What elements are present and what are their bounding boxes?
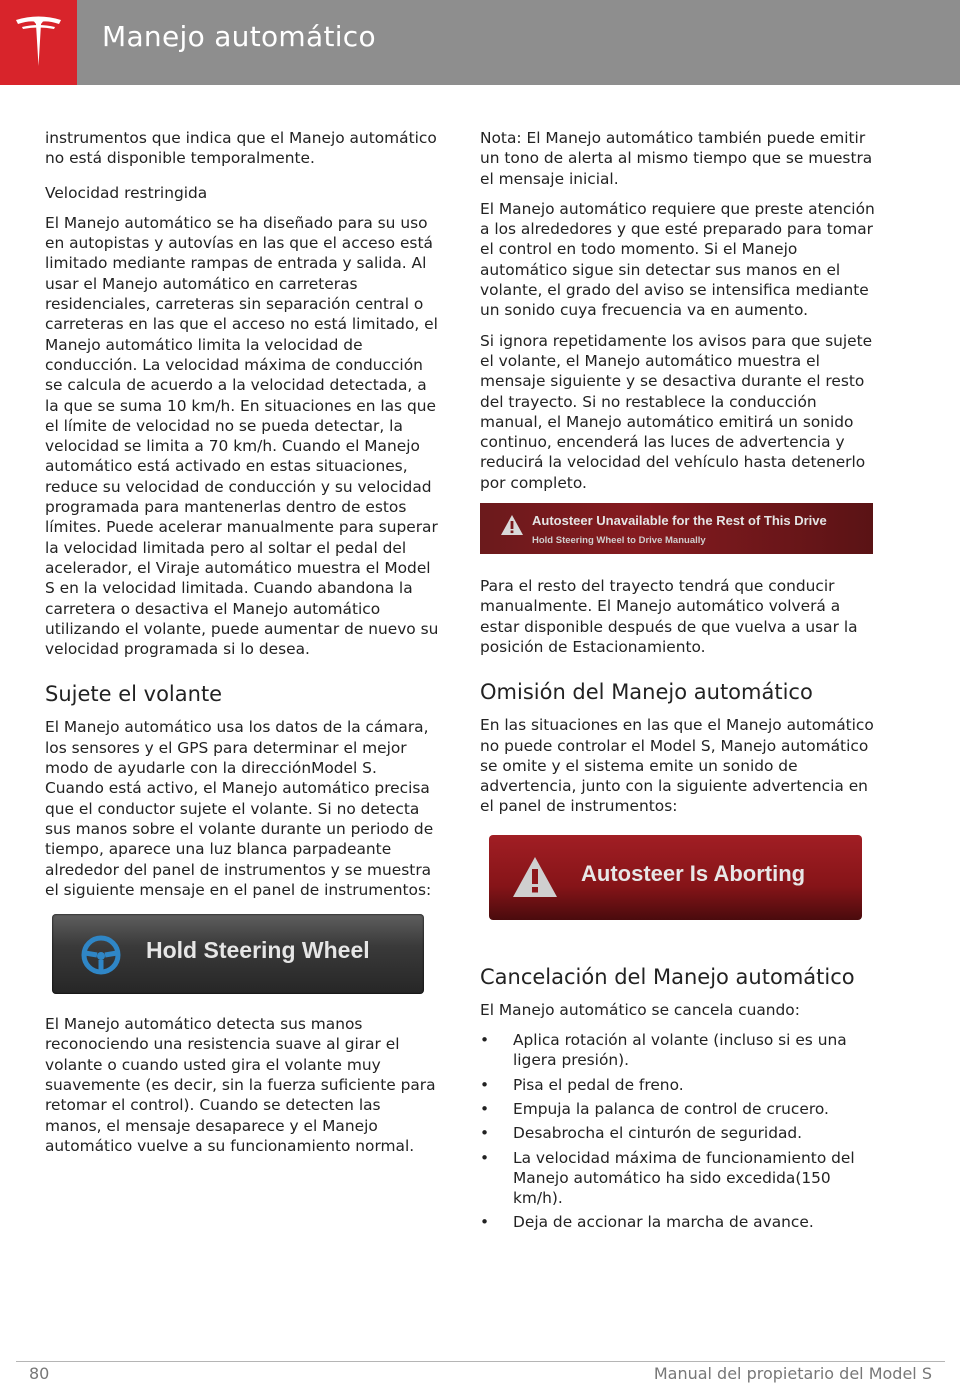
manual-title: Manual del propietario del Model S — [653, 1364, 932, 1383]
cancel-conditions-list — [480, 1030, 875, 1233]
footer-divider — [16, 1361, 945, 1362]
banner-subtitle: Hold Steering Wheel to Drive Manually — [532, 535, 706, 547]
list-item: • Empuja la palanca de control de crucero. — [480, 1099, 875, 1119]
note-paragraph: Nota: El Manejo automático también puede emitir un tono de alerta al mismo tiempo que se muestra el mensaje inicial. — [480, 129, 873, 188]
tesla-t-icon — [14, 14, 63, 71]
paragraph: En las situaciones en las que el Manejo automático no puede controlar el Model S, Manejo automático se omite y el sistema emite un sonido de advertencia, junto con la siguiente advertencia en el panel de instrumentos: — [480, 716, 874, 816]
section-title: Manejo automático — [102, 20, 376, 53]
heading-cancelacion: Cancelación del Manejo automático — [480, 964, 855, 989]
list-item: • La velocidad máxima de funcionamiento del Manejo automático ha sido excedida(150 km/h). — [480, 1148, 875, 1209]
subheading-velocidad: Velocidad restringida — [45, 183, 208, 202]
paragraph: Para el resto del trayecto tendrá que conducir manualmente. El Manejo automático volverá a estar disponible después de que vuelva a usar la posición de Estacionamiento. — [480, 577, 858, 656]
left-column — [45, 128, 440, 1166]
paragraph: instrumentos que indica que el Manejo automático no está disponible temporalmente. — [45, 129, 437, 168]
steering-wheel-icon — [80, 934, 122, 976]
list-item: • Desabrocha el cinturón de seguridad. — [480, 1123, 875, 1143]
tesla-logo — [0, 0, 77, 85]
paragraph: El Manejo automático requiere que preste atención a los alrededores y que esté preparado para tomar el control en todo momento. Si el Manejo automático sigue sin detectar sus manos en el volante, el grado del aviso se intensifica mediante un sonido cuya frecuencia va en aumento. — [480, 199, 875, 320]
list-item: • Pisa el pedal de freno. — [480, 1075, 875, 1095]
paragraph: El Manejo automático se ha diseñado para su uso en autopistas y autovías en las que el acceso está limitado mediante rampas de entrada y salida. Al usar el Manejo automático en carreteras residenciales, carreteras sin separación central o carreteras en las que el acceso no está limitado, el Manejo automático limita la velocidad de conducción. La velocidad máxima de conducción se calcula de acuerdo a la velocidad detectada, a la que se suma 10 km/h. En situaciones en las que el límite de velocidad no se pueda detectar, la velocidad se limita a 70 km/h. Cuando el Manejo automático está activado en estas situaciones, reduce su velocidad de conducción y su velocidad programada para mantenerlas dentro de estos límites. Puede acelerar manualmente para superar la velocidad limitada pero al soltar el pedal del acelerador, el Viraje automático muestra el Model S en la velocidad limitada. Cuando abandona la carretera o desactiva el Manejo automático utilizando el volante, puede aumentar de nuevo su velocidad programada si lo desea. — [45, 213, 439, 659]
warning-icon — [511, 855, 559, 899]
page-header — [0, 0, 960, 85]
heading-sujete-volante: Sujete el volante — [45, 682, 223, 707]
banner-title: Autosteer Unavailable for the Rest of This Drive — [532, 513, 827, 529]
paragraph: El Manejo automático usa los datos de la cámara, los sensores y el GPS para determinar el mejor modo de ayudarle con la direcciónModel S. Cuando está activo, el Manejo automático precisa que el conductor sujete el volante. Si no detecta sus manos sobre el volante durante un periodo de tiempo, aparece una luz blanca parpadeante alrededor del panel de instrumentos y se muestra el siguiente mensaje en el panel de instrumentos: — [45, 718, 434, 899]
warning-icon — [500, 514, 524, 536]
hold-steering-wheel-banner — [52, 914, 424, 994]
autosteer-unavailable-banner — [480, 503, 873, 554]
banner-text: Hold Steering Wheel — [146, 937, 370, 964]
list-item: • Deja de accionar la marcha de avance. — [480, 1212, 875, 1232]
paragraph: El Manejo automático detecta sus manos reconociendo una resistencia suave al girar el volante o cuando usted gira el volante muy suavemente (es decir, sin la fuerza suficiente para retomar el control). Cuando se detecten las manos, el mensaje desaparece y el Manejo automático vuelve a su funcionamiento normal. — [45, 1015, 436, 1155]
heading-omision: Omisión del Manejo automático — [480, 680, 813, 705]
right-column — [480, 128, 875, 1237]
paragraph: El Manejo automático se cancela cuando: — [480, 1000, 800, 1019]
list-item: • Aplica rotación al volante (incluso si es una ligera presión). — [480, 1030, 875, 1071]
banner-text: Autosteer Is Aborting — [581, 860, 806, 886]
page-number: 80 — [29, 1364, 50, 1383]
autosteer-aborting-banner — [489, 835, 862, 920]
paragraph: Si ignora repetidamente los avisos para que sujete el volante, el Manejo automático muestra el mensaje siguiente y se desactiva durante el resto del trayecto. Si no restablece la conducción manual, el Manejo automático emitirá un sonido continuo, encenderá las luces de advertencia y reducirá la velocidad del vehículo hasta detenerlo por completo. — [480, 331, 873, 492]
